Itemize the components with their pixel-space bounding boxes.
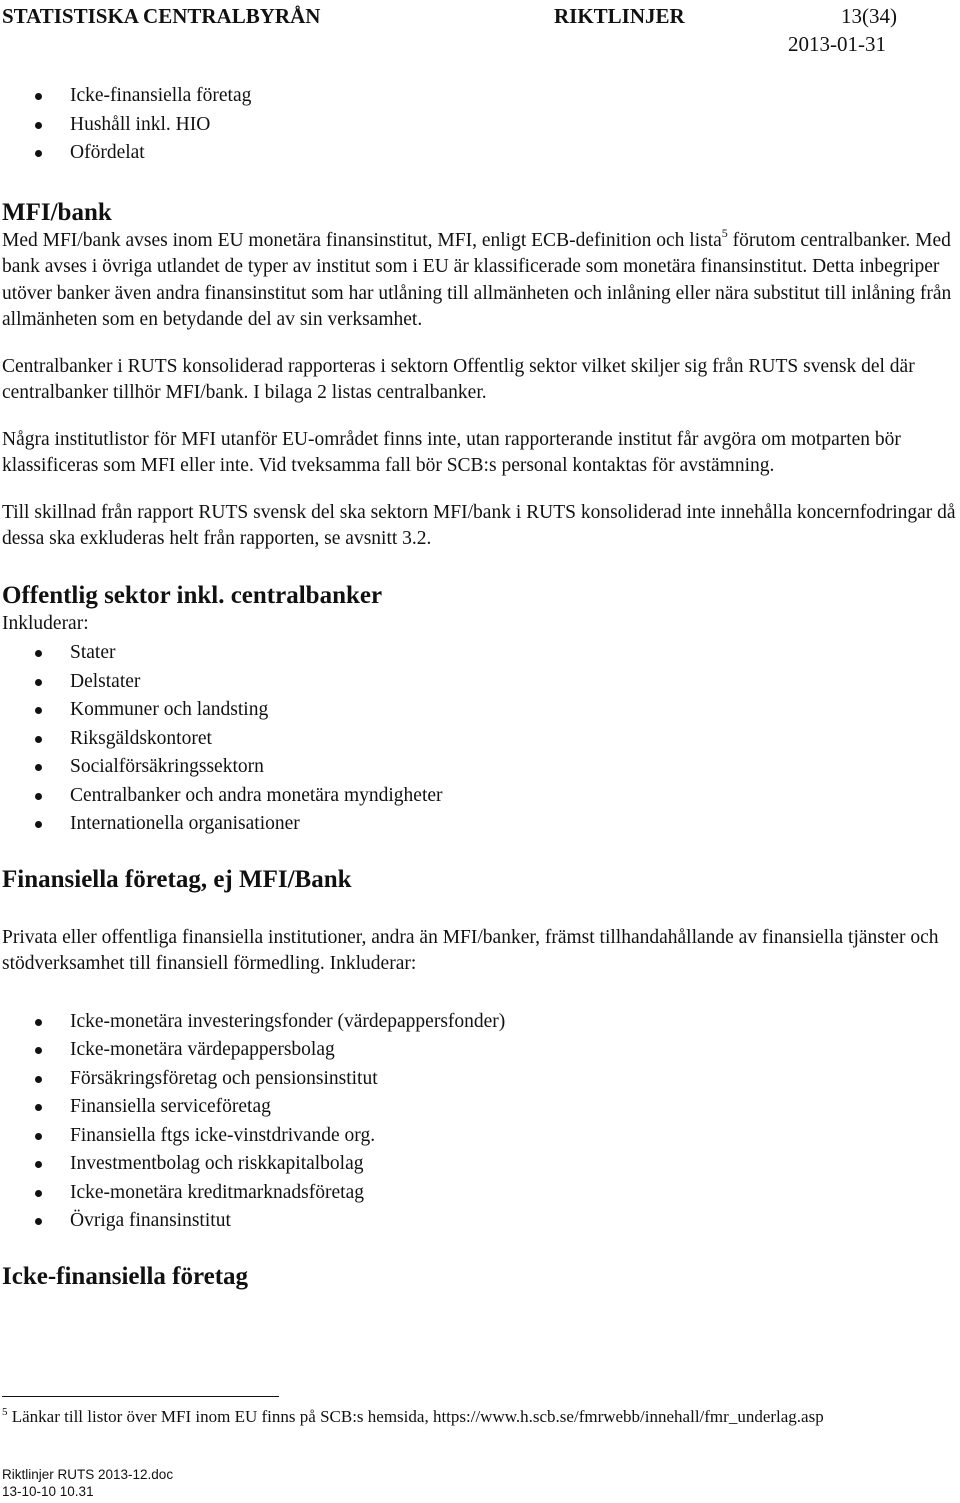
list-item: Riksgäldskontoret — [2, 725, 957, 754]
icke-finansiella-heading: Icke-finansiella företag — [2, 1262, 249, 1290]
list-item: Socialförsäkringssektorn — [2, 753, 957, 782]
list-item: Övriga finansinstitut — [2, 1207, 957, 1236]
list-item: Centralbanker och andra monetära myndigheter — [2, 782, 957, 811]
mfi-paragraph-1-end: förutom centralbanker. Med bank avses i övriga utlandet de typer av institut som i EU är klassificerade som monetära finansinstitut. Detta inbegriper utöver banker även andra finansinstitut som har utlåning till allmänheten och inlåning eller nära substitut till inlåning från allmänheten som en betydande del av sin verksamhet. — [2, 229, 952, 330]
footnote-text: Länkar till listor över MFI inom EU finns på SCB:s hemsida, https://www.h.scb.se/fmrwebb/innehall/fmr_underlag.asp — [7, 1407, 824, 1426]
mfi-paragraph-3: Några institutlistor för MFI utanför EU-området finns inte, utan rapporterande institut får avgöra om motparten bör klassificeras som MFI eller inte. Vid tveksamma fall bör SCB:s personal kontaktas för avstämning. — [2, 428, 901, 476]
page-body — [2, 82, 957, 1292]
finansiella-bullet-list — [2, 1008, 957, 1236]
list-item: Försäkringsföretag och pensionsinstitut — [2, 1065, 957, 1094]
list-item: Icke-monetära kreditmarknadsföretag — [2, 1179, 957, 1208]
list-item: Icke-monetära investeringsfonder (värdepappersfonder) — [2, 1008, 957, 1037]
finansiella-heading: Finansiella företag, ej MFI/Bank — [2, 865, 352, 893]
mfi-heading: MFI/bank — [2, 198, 112, 226]
finansiella-paragraph: Privata eller offentliga finansiella institutioner, andra än MFI/banker, främst tillhandahållande av finansiella tjänster och stödverksamhet till finansiell förmedling. Inkluderar: — [2, 926, 939, 974]
list-item: Internationella organisationer — [2, 810, 957, 839]
list-item: Hushåll inkl. HIO — [2, 111, 957, 140]
offentlig-intro: Inkluderar: — [2, 612, 89, 634]
header-org: STATISTISKA CENTRALBYRÅN — [2, 4, 321, 28]
list-item: Finansiella ftgs icke-vinstdrivande org. — [2, 1122, 957, 1151]
footnote — [2, 1406, 957, 1428]
footnote-separator — [2, 1396, 279, 1397]
list-item: Icke-monetära värdepappersbolag — [2, 1036, 957, 1065]
footer-timestamp: 13-10-10 10.31 — [2, 1484, 94, 1499]
list-item: Finansiella serviceföretag — [2, 1093, 957, 1122]
mfi-paragraph-2: Centralbanker i RUTS konsoliderad rapporteras i sektorn Offentlig sektor vilket skiljer sig från RUTS svensk del där centralbanker tillhör MFI/bank. I bilaga 2 listas centralbanker. — [2, 355, 915, 403]
footer-filename: Riktlinjer RUTS 2013-12.doc — [2, 1467, 174, 1482]
header-date: 2013-01-31 — [788, 32, 886, 56]
offentlig-heading: Offentlig sektor inkl. centralbanker — [2, 581, 383, 609]
footnote-reference: 5 — [721, 225, 728, 240]
header-doc-kind: RIKTLINJER — [554, 4, 685, 28]
list-item: Investmentbolag och riskkapitalbolag — [2, 1150, 957, 1179]
mfi-paragraph-4: Till skillnad från rapport RUTS svensk del ska sektorn MFI/bank i RUTS konsoliderad inte innehålla koncernfodringar då dessa ska exkluderas helt från rapporten, se avsnitt 3.2. — [2, 501, 956, 549]
list-item: Stater — [2, 639, 957, 668]
page-header — [2, 4, 897, 28]
footnote-number: 5 — [2, 1406, 8, 1418]
list-item: Ofördelat — [2, 139, 957, 168]
list-item: Kommuner och landsting — [2, 696, 957, 725]
mfi-paragraph-1-start: Med MFI/bank avses inom EU monetära finansinstitut, MFI, enligt ECB-definition och lista — [2, 229, 722, 251]
offentlig-bullet-list — [2, 639, 957, 839]
list-item: Icke-finansiella företag — [2, 82, 957, 111]
page-footer — [2, 1466, 173, 1500]
list-item: Delstater — [2, 668, 957, 697]
top-bullet-list — [2, 82, 957, 168]
mfi-paragraph-1 — [2, 225, 957, 334]
header-page-number: 13(34) — [841, 4, 897, 28]
